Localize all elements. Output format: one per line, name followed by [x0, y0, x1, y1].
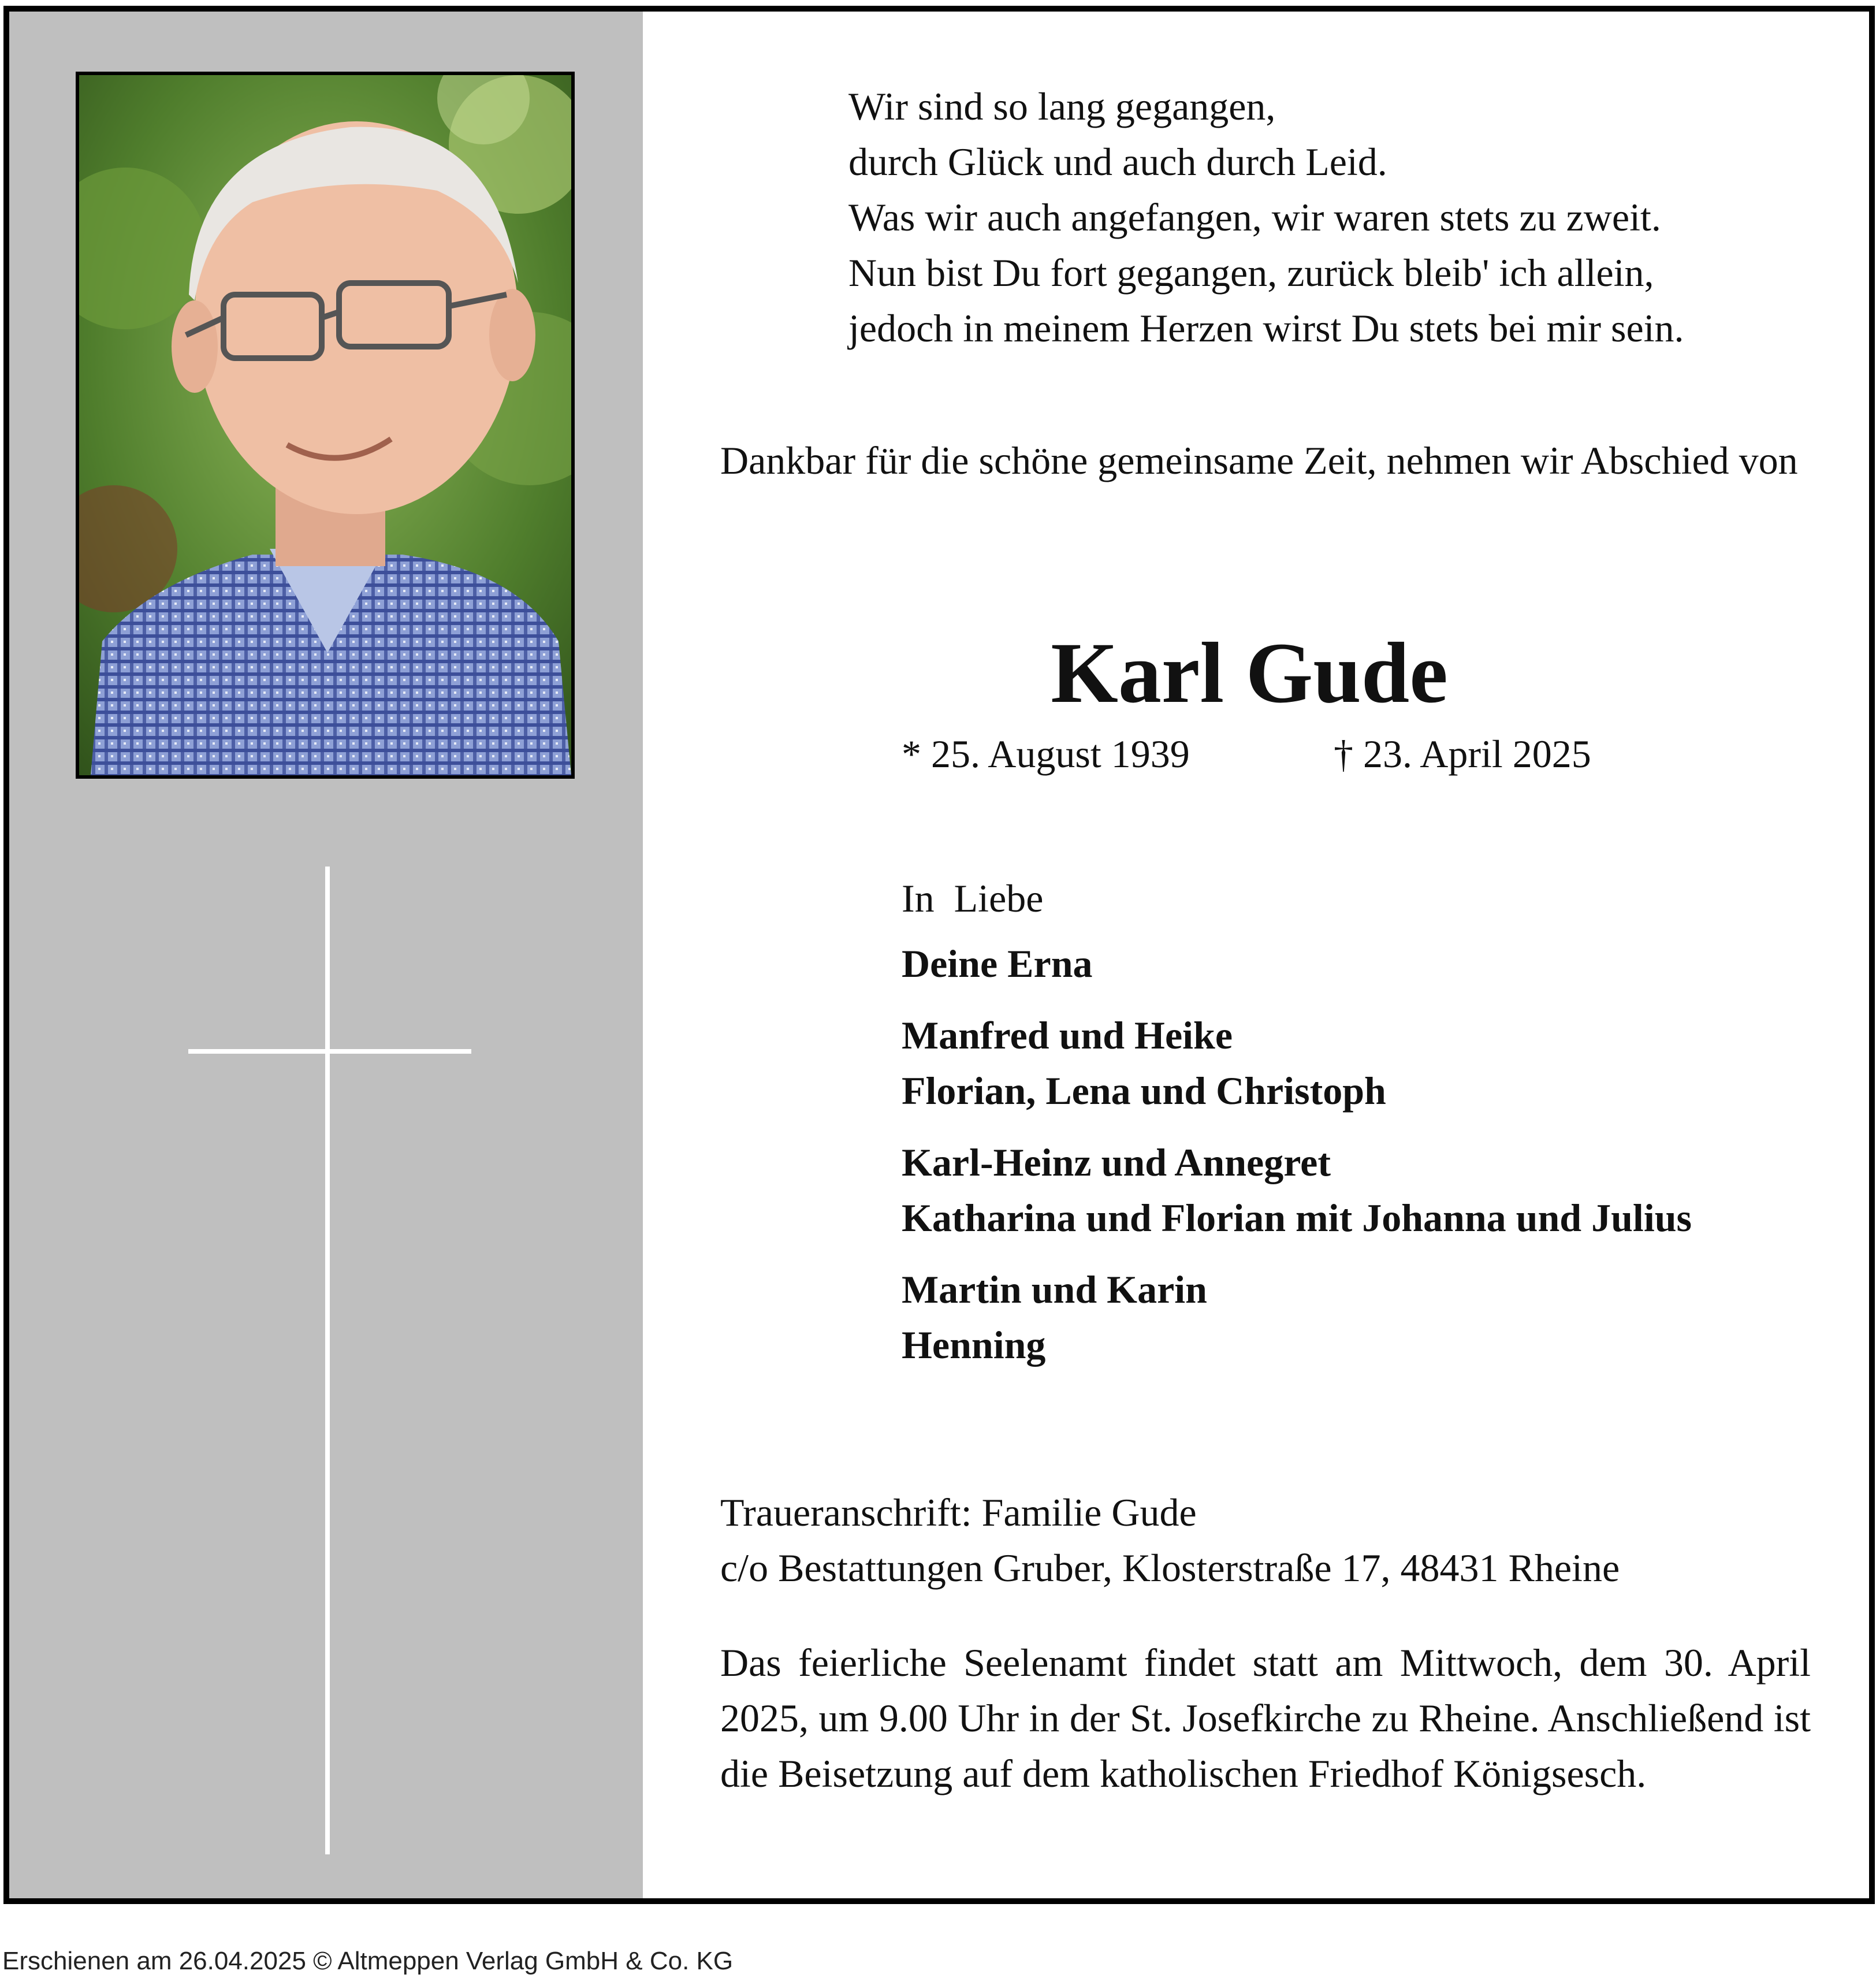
death-date: † 23. April 2025: [1334, 732, 1591, 776]
mourning-address: [720, 1485, 1620, 1596]
poem: [848, 79, 1684, 356]
service-info: Das feierliche Seelenamt findet statt am Mittwoch, dem 30. April 2025, um 9.00 Uhr in der St. Josefkirche zu Rheine. Anschließend ist die Beisetzung auf dem katholischen Friedhof Königsesch.: [720, 1641, 1811, 1795]
mourner-line: Manfred und Heike: [902, 1013, 1233, 1057]
mourner-group: [902, 936, 1692, 991]
mourners-list: [902, 936, 1692, 1389]
portrait-image: [79, 75, 571, 775]
obituary-content: [643, 12, 1869, 1898]
cross-icon: [183, 867, 471, 1854]
birth-date: * 25. August 1939: [902, 732, 1190, 776]
poem-line: Was wir auch angefangen, wir waren stets zu zweit.: [848, 195, 1661, 239]
mourners-intro: In Liebe: [902, 876, 1044, 920]
poem-line: Nun bist Du fort gegangen, zurück bleib' ich allein,: [848, 251, 1654, 295]
mourner-line: Karl-Heinz und Annegret: [902, 1140, 1331, 1184]
portrait-photo: [76, 72, 575, 779]
deceased-name: Karl Gude: [1051, 625, 1448, 721]
mourner-line: Katharina und Florian mit Johanna und Julius: [902, 1196, 1692, 1240]
poem-line: jedoch in meinem Herzen wirst Du stets bei mir sein.: [848, 306, 1684, 350]
address-line: Traueranschrift: Familie Gude: [720, 1490, 1197, 1534]
publication-footer: Erschienen am 26.04.2025 © Altmeppen Verlag GmbH & Co. KG: [2, 1947, 734, 1975]
farewell-intro: Dankbar für die schöne gemeinsame Zeit, nehmen wir Abschied von: [720, 438, 1798, 482]
mourner-group: [902, 1007, 1692, 1118]
mourner-line: Deine Erna: [902, 942, 1093, 986]
poem-line: Wir sind so lang gegangen,: [848, 84, 1276, 128]
mourner-line: Martin und Karin: [902, 1267, 1207, 1311]
mourner-group: [902, 1262, 1692, 1373]
mourner-line: Henning: [902, 1323, 1046, 1367]
address-line: c/o Bestattungen Gruber, Klosterstraße 17, 48431 Rheine: [720, 1546, 1620, 1590]
obituary-frame: [3, 6, 1875, 1904]
sidebar-panel: [9, 12, 643, 1898]
mourner-group: [902, 1135, 1692, 1245]
mourner-line: Florian, Lena und Christoph: [902, 1069, 1386, 1113]
poem-line: durch Glück und auch durch Leid.: [848, 140, 1387, 184]
